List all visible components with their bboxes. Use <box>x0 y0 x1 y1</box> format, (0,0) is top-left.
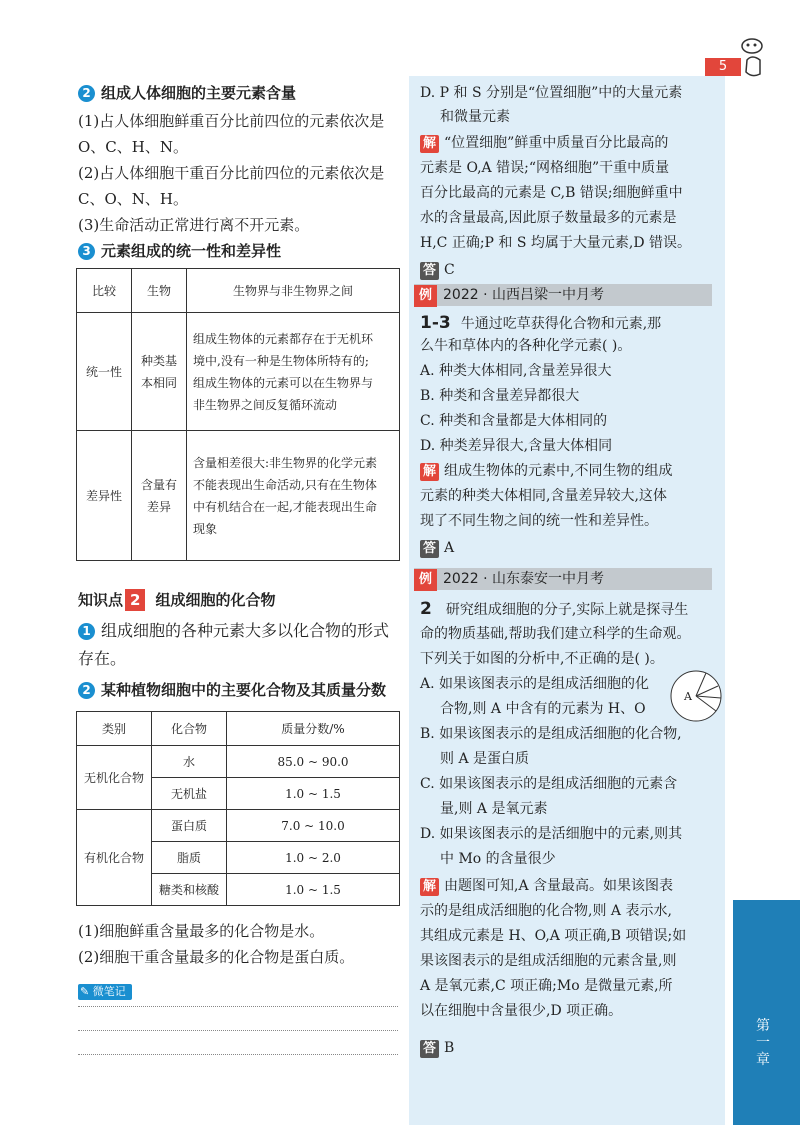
pie-label: A <box>684 690 692 703</box>
table-header: 化合物 <box>152 712 227 746</box>
solution-line: 现了不同生物之间的统一性和差异性。 <box>420 513 658 529</box>
paragraph-line: (1)占人体细胞鲜重百分比前四位的元素依次是 <box>78 112 385 130</box>
paragraph-line: (2)细胞干重含量最多的化合物是蛋白质。 <box>78 948 355 966</box>
solution-line: 水的含量最高,因此原子数量最多的元素是 <box>420 210 677 226</box>
table-cell: 蛋白质 <box>152 810 227 842</box>
section-number-badge: 2 <box>78 85 95 102</box>
note-line <box>78 1006 398 1007</box>
page-number: 5 <box>705 58 741 76</box>
question-number: 1-3 <box>420 313 451 333</box>
example-bar <box>414 284 712 306</box>
paragraph-line: (3)生命活动正常进行离不开元素。 <box>78 216 310 234</box>
section-2-heading <box>78 82 296 104</box>
micro-notes-label: ✎ 微笔记 <box>78 984 132 1000</box>
paragraph-line: 1 组成细胞的各种元素大多以化合物的形式 <box>78 618 389 644</box>
option-line: A. 如果该图表示的是组成活细胞的化 <box>420 676 650 692</box>
solution-line: H,C 正确;P 和 S 均属于大量元素,D 错误。 <box>420 235 692 251</box>
option-line: 中 Mo 的含量很少 <box>440 851 556 867</box>
table-cell: 1.0 ~ 1.5 <box>227 874 400 906</box>
question-line: 么牛和草体内的各种化学元素( )。 <box>420 338 632 354</box>
example-source: 2022 · 山西吕梁一中月考 <box>443 287 604 303</box>
answer-line: 答 C <box>420 257 455 283</box>
option-line: D. P 和 S 分别是“位置细胞”中的大量元素 <box>420 85 683 101</box>
unity-difference-table <box>76 268 400 561</box>
paragraph-line: (2)占人体细胞干重百分比前四位的元素依次是 <box>78 164 385 182</box>
solution-line: 其组成元素是 H、O,A 项正确,B 项错误;如 <box>420 928 687 944</box>
knowledge-point-prefix: 知识点 <box>78 591 124 609</box>
option-line: 和微量元素 <box>440 109 510 125</box>
option-line: 量,则 A 是氧元素 <box>440 801 548 817</box>
solution-line: 解 由题图可知,A 含量最高。如果该图表 <box>420 873 673 899</box>
section-title: 元素组成的统一性和差异性 <box>101 242 282 260</box>
solution-tag: 解 <box>420 463 439 481</box>
compound-content-table <box>76 711 400 906</box>
solution-tag: 解 <box>420 878 439 896</box>
section-title: 组成人体细胞的主要元素含量 <box>101 84 297 102</box>
table-cell: 水 <box>152 746 227 778</box>
solution-line: 以在细胞中含量很少,D 项正确。 <box>420 1003 623 1019</box>
option-line: 合物,则 A 中含有的元素为 H、O <box>440 701 646 717</box>
mascot-icon <box>738 32 768 82</box>
point-number-badge: 2 <box>78 682 95 699</box>
table-cell: 1.0 ~ 1.5 <box>227 778 400 810</box>
paragraph-line: 存在。 <box>78 649 127 668</box>
question-line: 1-3 牛通过吃草获得化合物和元素,那 <box>420 313 662 333</box>
solution-line: A 是氧元素,C 项正确;Mo 是微量元素,所 <box>420 978 673 994</box>
table-cell: 有机化合物 <box>77 810 152 906</box>
solution-line: 元素是 O,A 错误;“网格细胞”干重中质量 <box>420 160 670 176</box>
option-line: 则 A 是蛋白质 <box>440 751 530 767</box>
paragraph-line: (1)细胞鲜重含量最多的化合物是水。 <box>78 922 325 940</box>
compounds-heading: 2 某种植物细胞中的主要化合物及其质量分数 <box>78 679 386 701</box>
pie-figure <box>668 668 724 724</box>
solution-line: 果该图表示的是组成活细胞的元素含量,则 <box>420 953 677 969</box>
chapter-sidebar <box>733 900 800 1125</box>
table-cell: 组成生物体的元素都存在于无机环 境中,没有一种是生物体所特有的; 组成生物体的元素可以在生物界与 非生物界之间反复循环流动 <box>187 313 400 431</box>
table-header: 生物界与非生物界之间 <box>187 269 400 313</box>
option-line: B. 如果该图表示的是组成活细胞的化合物, <box>420 726 682 742</box>
question-line: 2 研究组成细胞的分子,实际上就是探寻生 <box>420 599 689 619</box>
option-line: C. 种类和含量都是大体相同的 <box>420 413 608 429</box>
solution-line: 解 “位置细胞”鲜重中质量百分比最高的 <box>420 130 668 156</box>
option-line: D. 如果该图表示的是活细胞中的元素,则其 <box>420 826 683 842</box>
solution-line: 示的是组成活细胞的化合物,则 A 表示水, <box>420 903 672 919</box>
solution-line: 元素的种类大体相同,含量差异较大,这体 <box>420 488 667 504</box>
knowledge-point-heading <box>78 589 275 611</box>
table-cell: 糖类和核酸 <box>152 874 227 906</box>
answer-tag: 答 <box>420 1040 439 1058</box>
option-line: D. 种类差异很大,含量大体相同 <box>420 438 613 454</box>
option-line: C. 如果该图表示的是组成活细胞的元素含 <box>420 776 678 792</box>
solution-line: 百分比最高的元素是 C,B 错误;细胞鲜重中 <box>420 185 683 201</box>
table-cell: 种类基 本相同 <box>132 313 187 431</box>
paragraph-line: O、C、H、N。 <box>78 138 188 156</box>
knowledge-point-number: 2 <box>125 589 145 611</box>
solution-line: 解 组成生物体的元素中,不同生物的组成 <box>420 458 672 484</box>
table-cell: 差异性 <box>77 431 132 561</box>
table-cell: 含量相差很大:非生物界的化学元素 不能表现出生命活动,只有在生物体 中有机结合在一起,才能表现出生命 现象 <box>187 431 400 561</box>
question-line: 下列关于如图的分析中,不正确的是( )。 <box>420 651 664 667</box>
example-source: 2022 · 山东泰安一中月考 <box>443 571 604 587</box>
example-tag: 例 <box>414 285 437 307</box>
table-cell: 7.0 ~ 10.0 <box>227 810 400 842</box>
knowledge-point-title: 组成细胞的化合物 <box>155 591 276 609</box>
example-bar <box>414 568 712 590</box>
table-header: 生物 <box>132 269 187 313</box>
table-cell: 脂质 <box>152 842 227 874</box>
table-cell: 1.0 ~ 2.0 <box>227 842 400 874</box>
table-header: 比较 <box>77 269 132 313</box>
question-line: 命的物质基础,帮助我们建立科学的生命观。 <box>420 626 691 642</box>
pencil-icon: ✎ <box>80 985 90 998</box>
note-line <box>78 1030 398 1031</box>
table-cell: 85.0 ~ 90.0 <box>227 746 400 778</box>
table-cell: 统一性 <box>77 313 132 431</box>
paragraph-line: C、O、N、H。 <box>78 190 188 208</box>
question-number: 2 <box>420 599 432 619</box>
answer-line: 答 A <box>420 535 454 561</box>
table-cell: 无机盐 <box>152 778 227 810</box>
option-line: A. 种类大体相同,含量差异很大 <box>420 363 612 379</box>
table-cell: 含量有 差异 <box>132 431 187 561</box>
answer-tag: 答 <box>420 540 439 558</box>
table-header: 类别 <box>77 712 152 746</box>
option-line: B. 种类和含量差异都很大 <box>420 388 580 404</box>
table-header: 质量分数/% <box>227 712 400 746</box>
chapter-tab-label: 第一章 <box>756 1018 770 1068</box>
answer-tag: 答 <box>420 262 439 280</box>
point-number-badge: 1 <box>78 623 95 640</box>
section-3-heading <box>78 240 281 262</box>
section-number-badge: 3 <box>78 243 95 260</box>
solution-tag: 解 <box>420 135 439 153</box>
example-tag: 例 <box>414 569 437 591</box>
note-line <box>78 1054 398 1055</box>
table-cell: 无机化合物 <box>77 746 152 810</box>
answer-line: 答 B <box>420 1035 454 1061</box>
